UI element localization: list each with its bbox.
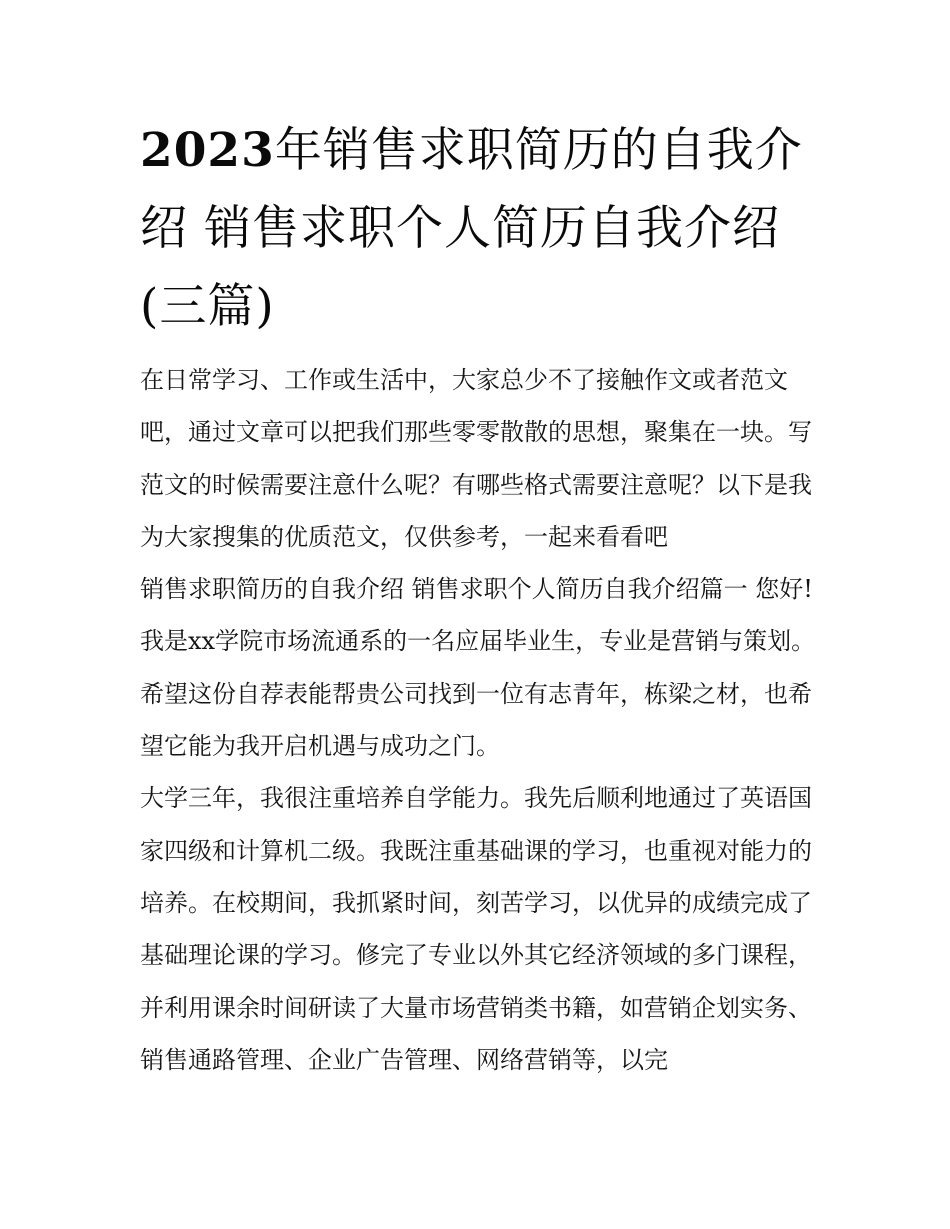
paragraph-education: 大学三年，我很注重培养自学能力。我先后顺利地通过了英语国家四级和计算机二级。我既注重基础课的学习，也重视对能力的培养。在校期间，我抓紧时间，刻苦学习，以优异的成绩完成了基础理论课的学习。修完了专业以外其它经济领域的多门课程，并利用课余时间研读了大量市场营销类书籍，如营销企划实务、销售通路管理、企业广告管理、网络营销等，以完 bbox=[140, 784, 812, 1074]
title-text: 年销售求职简历的自我介绍 销售求职个人简历自我介绍(三篇) bbox=[140, 123, 803, 334]
title-year: 2023 bbox=[140, 123, 275, 178]
paragraph-intro: 在日常学习、工作或生活中，大家总少不了接触作文或者范文吧，通过文章可以把我们那些零零散散的思想，聚集在一块。写范文的时候需要注意什么呢？有哪些格式需要注意呢？以下是我为大家搜集的优质范文，仅供参考，一起来看看吧 bbox=[140, 366, 812, 551]
document-body bbox=[140, 354, 820, 1086]
document-title bbox=[140, 112, 820, 346]
paragraph-self-intro: 我是xx学院市场流通系的一名应届毕业生，专业是营销与策划。希望这份自荐表能帮贵公司找到一位有志青年，栋梁之材，也希望它能为我开启机遇与成功之门。 bbox=[140, 627, 816, 761]
paragraph-greeting: 销售求职简历的自我介绍 销售求职个人简历自我介绍篇一 您好! bbox=[140, 575, 813, 604]
